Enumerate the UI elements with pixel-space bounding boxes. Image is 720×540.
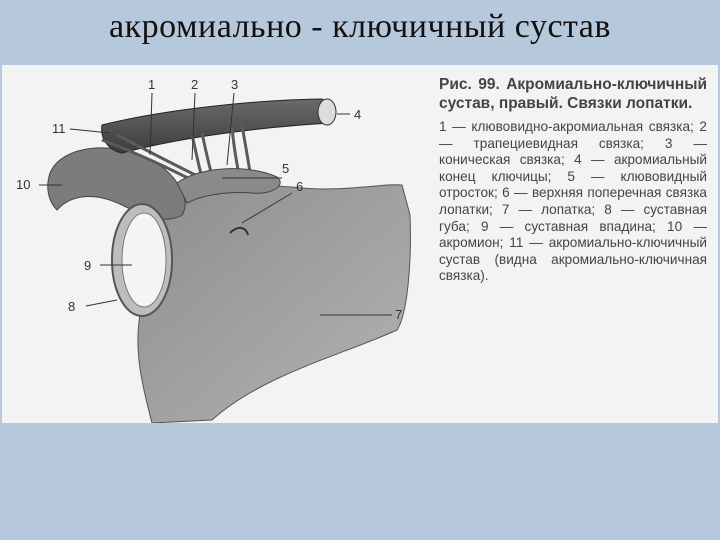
slide-title: акромиально - ключичный сустав (109, 8, 611, 45)
label-5: 5 (282, 161, 290, 176)
label-4: 4 (354, 107, 362, 122)
label-10: 10 (16, 177, 31, 192)
caption-title: Рис. 99. Акромиально-ключичный сустав, правый. Связки лопатки. (439, 76, 707, 112)
label-7: 7 (395, 307, 403, 322)
label-11: 11 (52, 121, 66, 136)
caption-body: 1 — клювовидно-акромиальная связка; 2 — трапециевидная связка; 3 — коническая связка; 4 — акромиальный конец ключицы; 5 — клювовидный отросток; 6 — верхняя поперечная связка лопатки; 7 — лопатка; 8 — суставная губа; 9 — суставная впадина; 10 — акромион; 11 — акромиально-ключичный сустав (видна акромиально-ключичная связка). (439, 119, 707, 284)
scapula-shape (138, 185, 411, 423)
label-1: 1 (148, 77, 156, 92)
figure-panel (2, 65, 718, 423)
anatomy-illustration (2, 65, 422, 423)
label-8: 8 (68, 299, 76, 314)
label-2: 2 (191, 77, 199, 92)
glenoid-cavity (122, 213, 166, 307)
label-6: 6 (296, 179, 304, 194)
figure-caption (439, 75, 707, 285)
label-3: 3 (231, 77, 239, 92)
clavicle-end (318, 99, 336, 125)
label-9: 9 (84, 258, 92, 273)
